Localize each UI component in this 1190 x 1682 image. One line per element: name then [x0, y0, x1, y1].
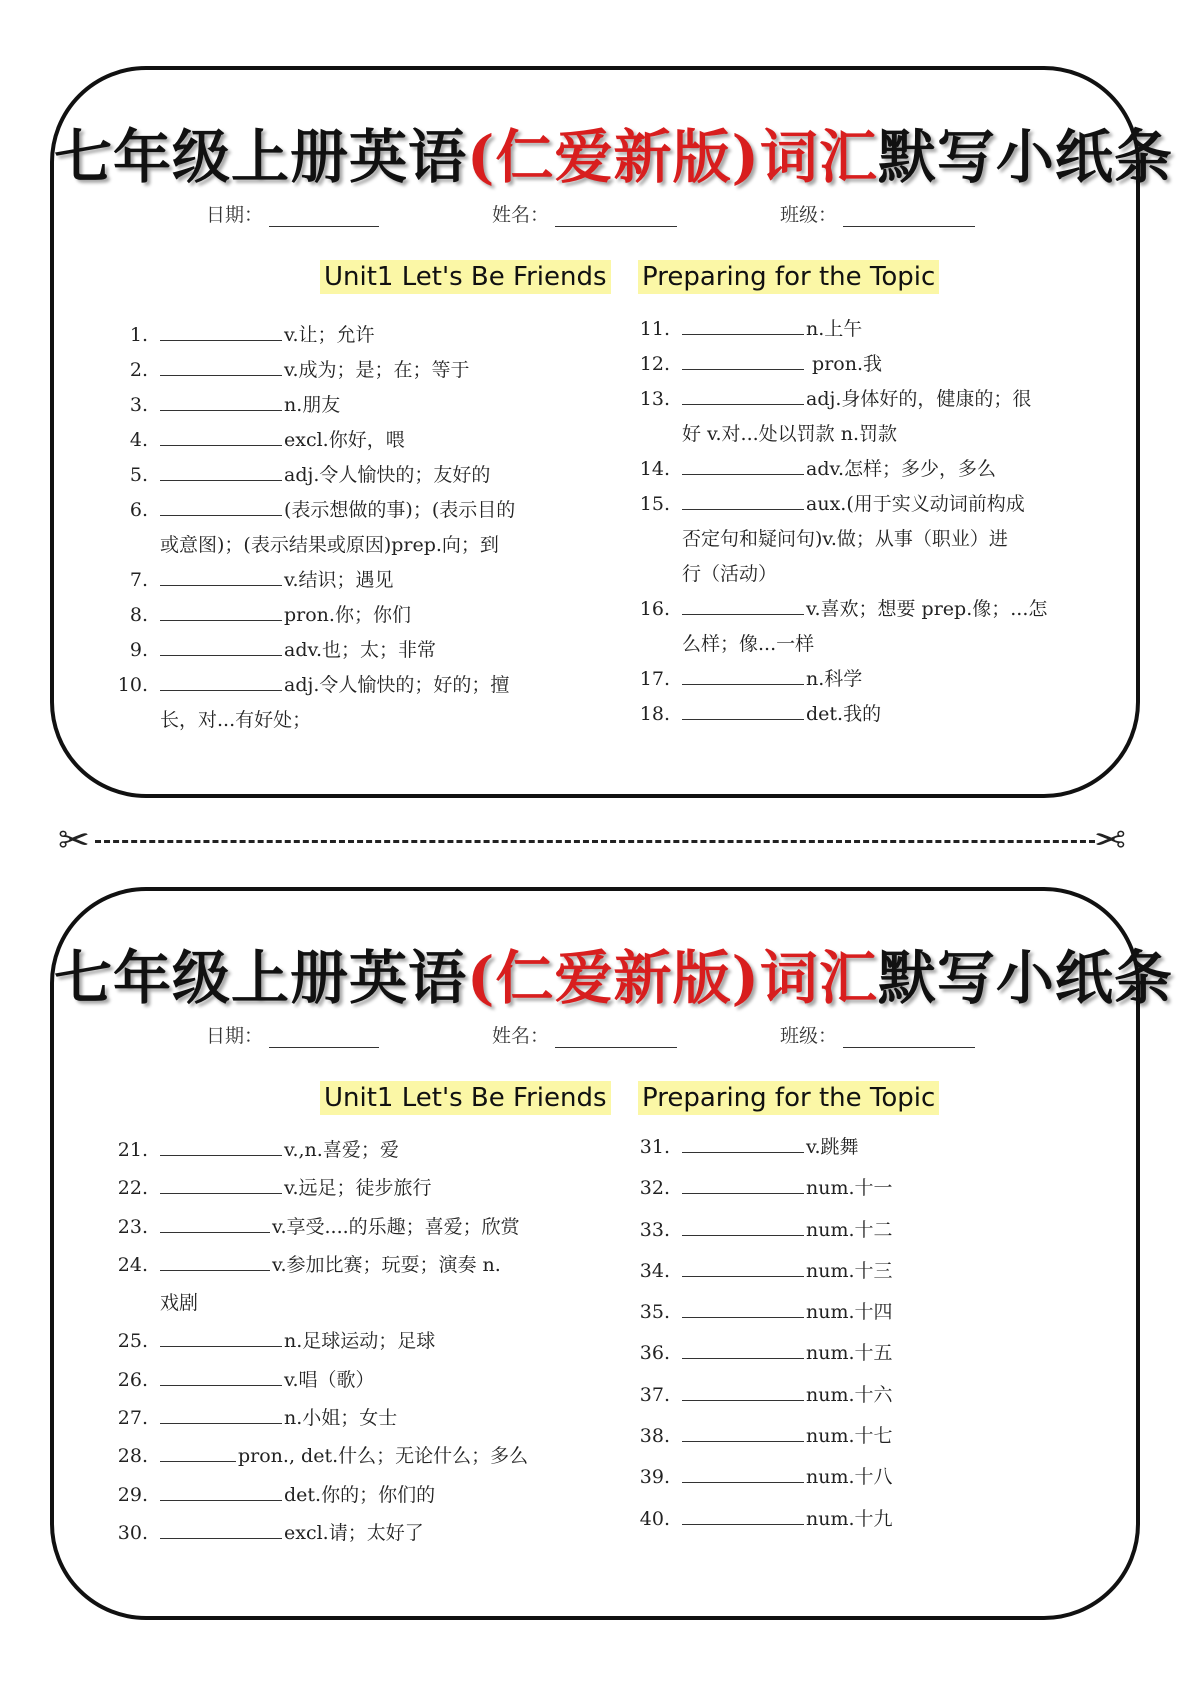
- info-fields: [54, 1021, 1136, 1055]
- item-meaning: num.十八: [806, 1466, 893, 1489]
- item-meaning: adv.也；太；非常: [284, 639, 437, 661]
- item-number: 3.: [129, 394, 148, 416]
- item-meaning: pron.你；你们: [284, 604, 411, 626]
- item-number: 27.: [117, 1407, 148, 1430]
- scissors-icon: ✂: [1094, 818, 1126, 862]
- item-meaning: adj.令人愉快的；好的；擅: [284, 674, 510, 696]
- answer-blank[interactable]: [682, 1504, 804, 1525]
- item-meaning-continued: 长，对...有好处；: [160, 709, 312, 731]
- vocab-item: [112, 1476, 552, 1514]
- item-number: 37.: [639, 1383, 670, 1406]
- item-number: 39.: [639, 1466, 670, 1489]
- item-meaning: (表示想做的事)；(表示目的: [284, 499, 516, 521]
- item-number: 18.: [639, 703, 670, 725]
- date-blank[interactable]: [269, 204, 379, 227]
- item-meaning: adv.怎样；多少，多么: [806, 458, 997, 480]
- item-number: 21.: [117, 1139, 148, 1161]
- date-blank[interactable]: [269, 1025, 379, 1048]
- item-number: 28.: [117, 1445, 148, 1468]
- item-meaning: det.我的: [806, 703, 882, 725]
- item-number: 25.: [117, 1330, 148, 1353]
- name-blank[interactable]: [555, 204, 677, 227]
- dictation-card-1: [50, 66, 1173, 798]
- vocab-item: [634, 347, 1074, 382]
- item-meaning-continued: 行（活动）: [682, 563, 778, 585]
- item-number: 32.: [639, 1177, 670, 1200]
- item-meaning: num.十一: [806, 1177, 893, 1200]
- item-meaning: aux.(用于实义动词前构成: [806, 493, 1025, 515]
- vocab-item: [112, 563, 552, 598]
- info-fields: [54, 200, 1136, 234]
- item-meaning-continued: 戏剧: [160, 1292, 199, 1315]
- item-number: 31.: [639, 1136, 670, 1158]
- card-title: [54, 931, 1173, 1015]
- answer-blank[interactable]: [160, 1518, 282, 1539]
- answer-blank[interactable]: [160, 1403, 282, 1424]
- item-number: 16.: [639, 598, 670, 620]
- answer-blank[interactable]: [682, 1173, 804, 1194]
- item-meaning-continued: 好 v.对...处以罚款 n.罚款: [682, 423, 897, 445]
- vocab-item: [634, 1127, 1074, 1168]
- title-part-grade: 七年级上册英语: [54, 123, 468, 191]
- answer-blank[interactable]: [160, 565, 282, 586]
- name-label: 姓名：: [492, 1025, 550, 1047]
- item-meaning: num.十九: [806, 1507, 893, 1530]
- answer-blank[interactable]: [682, 1421, 804, 1442]
- dictation-card-2: [50, 887, 1173, 1620]
- item-number: 36.: [639, 1342, 670, 1365]
- vocab-item: [634, 1416, 1074, 1457]
- vocab-item: [112, 598, 552, 633]
- item-number: 40.: [639, 1507, 670, 1530]
- item-number: 34.: [639, 1259, 670, 1282]
- title-part-edition: (仁爱新版): [467, 944, 760, 1012]
- item-meaning: n.朋友: [284, 394, 341, 416]
- item-meaning: v.唱（歌）: [284, 1368, 375, 1391]
- item-meaning: pron., det.什么；无论什么；多么: [238, 1445, 529, 1468]
- item-number: 38.: [639, 1425, 670, 1448]
- vocab-item: [634, 312, 1074, 347]
- name-blank[interactable]: [555, 1025, 677, 1048]
- vocab-item: [634, 1457, 1074, 1498]
- answer-blank[interactable]: [160, 355, 282, 376]
- vocab-item: [112, 1514, 552, 1552]
- vocab-column-right: [634, 312, 1074, 732]
- vocab-column-left: [112, 318, 552, 738]
- title-part-grade: 七年级上册英语: [54, 944, 468, 1012]
- item-meaning: num.十三: [806, 1259, 893, 1282]
- item-number: 2.: [129, 359, 148, 381]
- item-number: 26.: [117, 1368, 148, 1391]
- answer-blank[interactable]: [682, 314, 804, 335]
- vocab-item: [112, 1169, 552, 1207]
- vocab-item: [112, 423, 552, 458]
- item-number: 6.: [129, 499, 148, 521]
- date-label: 日期：: [206, 1025, 264, 1047]
- item-meaning: det.你的；你们的: [284, 1483, 436, 1506]
- vocab-item: [634, 1210, 1074, 1251]
- vocab-item: [634, 697, 1074, 732]
- item-number: 5.: [129, 464, 148, 486]
- item-meaning: num.十四: [806, 1301, 893, 1324]
- answer-blank[interactable]: [682, 454, 804, 475]
- vocab-item: [634, 662, 1074, 697]
- item-meaning: excl.你好，喂: [284, 429, 405, 451]
- answer-blank[interactable]: [160, 1480, 282, 1501]
- vocab-item: [112, 1361, 552, 1399]
- answer-blank[interactable]: [682, 1462, 804, 1483]
- answer-blank[interactable]: [682, 1132, 804, 1153]
- vocab-item: [112, 458, 552, 493]
- item-number: 24.: [117, 1253, 148, 1276]
- item-meaning: v.享受....的乐趣；喜爱；欣赏: [272, 1215, 520, 1238]
- name-field[interactable]: [492, 200, 677, 227]
- class-field[interactable]: [780, 200, 975, 227]
- answer-blank[interactable]: [682, 1297, 804, 1318]
- unit-title: Unit1 Let's Be Friends: [320, 1081, 611, 1115]
- date-field[interactable]: [206, 1021, 379, 1048]
- title-part-slip: 默写小纸条: [877, 123, 1173, 191]
- item-meaning: v.喜欢；想要 prep.像；...怎: [806, 598, 1048, 620]
- title-part-vocab: 词汇: [759, 123, 878, 191]
- item-number: 8.: [129, 604, 148, 626]
- item-meaning: n.足球运动；足球: [284, 1330, 436, 1353]
- answer-blank[interactable]: [682, 1256, 804, 1277]
- vocab-item: [634, 1292, 1074, 1333]
- answer-blank[interactable]: [682, 594, 804, 615]
- answer-blank[interactable]: [682, 349, 804, 370]
- unit-heading: [54, 1081, 1136, 1121]
- item-number: 22.: [117, 1177, 148, 1200]
- answer-blank[interactable]: [682, 1338, 804, 1359]
- item-meaning: num.十五: [806, 1342, 893, 1365]
- item-number: 7.: [129, 569, 148, 591]
- item-number: 17.: [639, 668, 670, 690]
- vocab-item: [112, 1322, 552, 1360]
- vocab-item: [634, 1375, 1074, 1416]
- card-title: [54, 110, 1173, 194]
- topic-title: Preparing for the Topic: [638, 1081, 939, 1115]
- unit-title: Unit1 Let's Be Friends: [320, 260, 611, 294]
- answer-blank[interactable]: [682, 699, 804, 720]
- vocab-column-right: [634, 1127, 1074, 1540]
- item-number: 13.: [639, 388, 670, 410]
- item-number: 9.: [129, 639, 148, 661]
- date-label: 日期：: [206, 204, 264, 226]
- vocab-item: [112, 353, 552, 388]
- vocab-item: [112, 1208, 552, 1246]
- vocab-column-left: [112, 1131, 552, 1552]
- vocab-item: [112, 1399, 552, 1437]
- item-meaning: excl.请；太好了: [284, 1521, 424, 1544]
- item-number: 33.: [639, 1218, 670, 1241]
- answer-blank[interactable]: [682, 384, 804, 405]
- class-blank[interactable]: [843, 204, 975, 227]
- answer-blank[interactable]: [160, 1135, 282, 1156]
- item-number: 12.: [639, 353, 670, 375]
- title-part-slip: 默写小纸条: [877, 944, 1173, 1012]
- vocab-item: [112, 1246, 552, 1323]
- item-meaning: n.科学: [806, 668, 863, 690]
- answer-blank[interactable]: [160, 390, 282, 411]
- vocab-item: [634, 592, 1074, 662]
- answer-blank[interactable]: [160, 600, 282, 621]
- item-number: 15.: [639, 493, 670, 515]
- answer-blank[interactable]: [682, 1380, 804, 1401]
- item-meaning: v.远足；徒步旅行: [284, 1177, 432, 1200]
- topic-title: Preparing for the Topic: [638, 260, 939, 294]
- item-meaning: v.让；允许: [284, 324, 375, 346]
- item-number: 35.: [639, 1301, 670, 1324]
- vocab-item: [634, 382, 1074, 452]
- answer-blank[interactable]: [160, 635, 282, 656]
- item-meaning: v.成为；是；在；等于: [284, 359, 470, 381]
- name-label: 姓名：: [492, 204, 550, 226]
- answer-blank[interactable]: [160, 1441, 236, 1462]
- vocab-item: [634, 1251, 1074, 1292]
- item-number: 29.: [117, 1483, 148, 1506]
- answer-blank[interactable]: [160, 320, 282, 341]
- vocab-item: [112, 388, 552, 423]
- title-part-edition: (仁爱新版): [467, 123, 760, 191]
- item-meaning-continued: 否定句和疑问句)v.做；从事（职业）进: [682, 528, 1008, 550]
- item-meaning: adj.令人愉快的；友好的: [284, 464, 491, 486]
- item-number: 4.: [129, 429, 148, 451]
- vocab-item: [112, 493, 552, 563]
- answer-blank[interactable]: [160, 425, 282, 446]
- answer-blank[interactable]: [160, 495, 282, 516]
- vocab-item: [112, 318, 552, 353]
- vocab-item: [634, 1168, 1074, 1209]
- class-field[interactable]: [780, 1021, 975, 1048]
- scissors-icon: ✂: [58, 818, 90, 862]
- item-meaning: num.十七: [806, 1425, 893, 1448]
- item-number: 30.: [117, 1521, 148, 1544]
- vocab-item: [112, 1131, 552, 1169]
- date-field[interactable]: [206, 200, 379, 227]
- item-number: 11.: [639, 318, 670, 340]
- item-number: 23.: [117, 1215, 148, 1238]
- vocab-item: [112, 633, 552, 668]
- vocab-item: [634, 452, 1074, 487]
- vocab-item: [634, 1499, 1074, 1540]
- item-meaning: n.小姐；女士: [284, 1407, 398, 1430]
- item-meaning: num.十六: [806, 1383, 893, 1406]
- answer-blank[interactable]: [160, 1326, 282, 1347]
- class-label: 班级：: [780, 1025, 838, 1047]
- item-meaning: v.,n.喜爱；爱: [284, 1139, 399, 1161]
- class-blank[interactable]: [843, 1025, 975, 1048]
- item-meaning-continued: 或意图)；(表示结果或原因)prep.向；到: [160, 534, 499, 556]
- answer-blank[interactable]: [160, 1365, 282, 1386]
- class-label: 班级：: [780, 204, 838, 226]
- item-meaning: v.参加比赛；玩耍；演奏 n.: [272, 1253, 501, 1276]
- answer-blank[interactable]: [160, 1212, 270, 1233]
- item-meaning: pron.我: [806, 353, 883, 375]
- vocab-item: [634, 487, 1074, 592]
- name-field[interactable]: [492, 1021, 677, 1048]
- answer-blank[interactable]: [160, 460, 282, 481]
- answer-blank[interactable]: [682, 664, 804, 685]
- item-meaning: n.上午: [806, 318, 863, 340]
- item-meaning: v.跳舞: [806, 1136, 859, 1158]
- item-number: 10.: [117, 674, 148, 696]
- item-meaning: adj.身体好的，健康的；很: [806, 388, 1032, 410]
- answer-blank[interactable]: [160, 670, 282, 691]
- answer-blank[interactable]: [160, 1173, 282, 1194]
- item-meaning: num.十二: [806, 1218, 893, 1241]
- cut-line: [95, 840, 1095, 843]
- vocab-item: [112, 668, 552, 738]
- vocab-item: [112, 1437, 552, 1475]
- item-meaning-continued: 么样；像...一样: [682, 633, 815, 655]
- title-part-vocab: 词汇: [759, 944, 878, 1012]
- vocab-item: [634, 1333, 1074, 1374]
- item-number: 1.: [129, 324, 148, 346]
- answer-blank[interactable]: [160, 1250, 270, 1271]
- answer-blank[interactable]: [682, 489, 804, 510]
- answer-blank[interactable]: [682, 1215, 804, 1236]
- item-number: 14.: [639, 458, 670, 480]
- item-meaning: v.结识；遇见: [284, 569, 394, 591]
- unit-heading: [54, 260, 1136, 300]
